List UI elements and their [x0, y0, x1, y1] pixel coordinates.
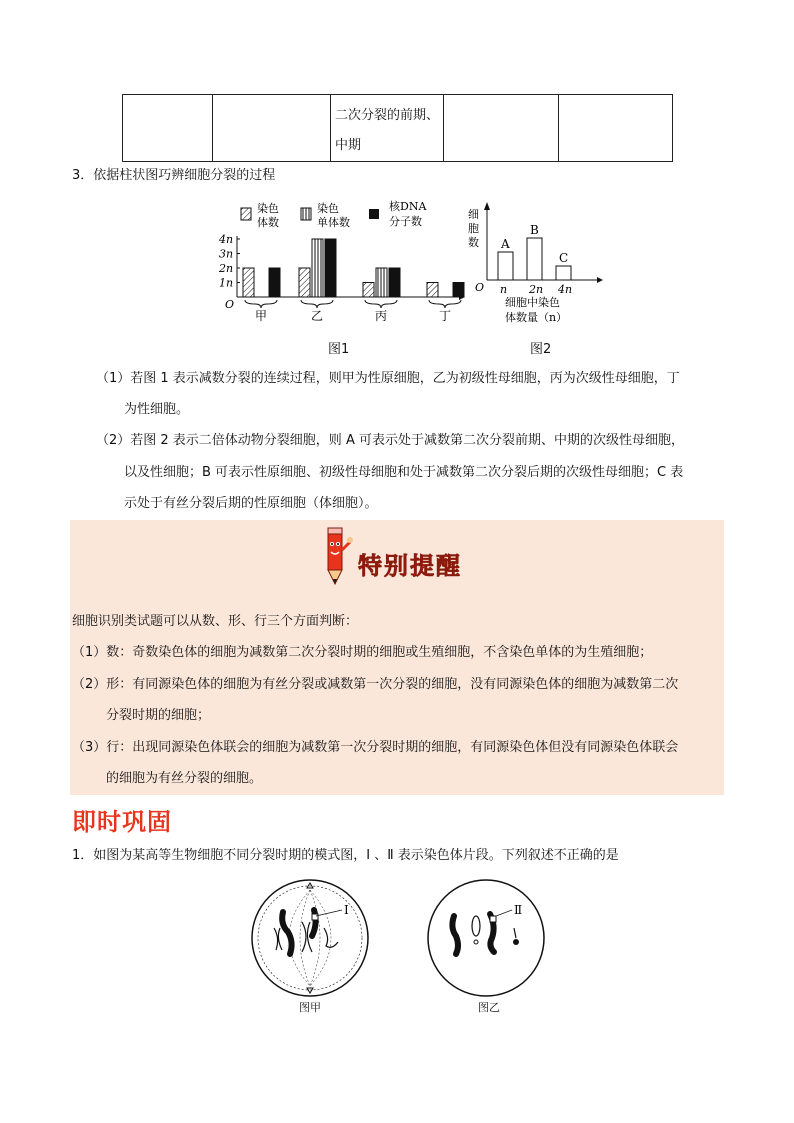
cell-figure-yi — [426, 876, 550, 1000]
fig2-bar-label: C — [559, 251, 569, 265]
centriole-bottom-icon — [307, 988, 313, 993]
fig2-origin: O — [475, 281, 485, 294]
bar-2-2 — [389, 268, 400, 297]
cell-figure-jia — [250, 876, 376, 1000]
origin-label: O — [225, 298, 235, 311]
category-label: 丁 — [439, 309, 452, 323]
bar-2-0 — [363, 283, 374, 298]
chromosome-light — [472, 916, 480, 936]
figure-2-chart — [465, 196, 615, 336]
figure-2-caption: 图2 — [530, 342, 552, 357]
bar-1-1 — [312, 239, 323, 297]
legend-dna-swatch — [369, 209, 379, 219]
fig2-x-tick: 2n — [529, 283, 544, 296]
chromosome-dark — [452, 916, 458, 954]
legend-chromatid-label-1: 染色 — [317, 202, 339, 215]
category-brace — [365, 300, 397, 308]
bar-1-2 — [325, 239, 336, 297]
y-tick-label: 1n — [219, 276, 234, 290]
figure-1-chart — [215, 196, 475, 362]
y-tick-label: 2n — [219, 262, 234, 275]
category-brace — [429, 300, 461, 308]
fig2-ylabel-3: 数 — [468, 236, 479, 249]
fig2-xlabel-1: 细胞中染色 — [505, 296, 560, 309]
para-1-line-2: 为性细胞。 — [124, 402, 190, 417]
chromosome-dark — [282, 912, 291, 954]
figure-jia-caption: 图甲 — [299, 1001, 321, 1014]
centriole-top-icon — [307, 883, 313, 888]
label-ii: Ⅱ — [514, 903, 523, 917]
figure-1-caption: 图1 — [328, 342, 350, 357]
fig2-bar-label: B — [530, 223, 539, 237]
legend-chromatid-swatch — [301, 208, 311, 220]
label-i-pointer — [316, 910, 342, 916]
para-2-line-2: 以及性细胞；B 可表示性原细胞、初级性母细胞和处于减数第二次分裂后期的次级性母细胞；C 表 — [124, 465, 684, 480]
fig2-bar — [498, 252, 513, 280]
para-2-line-3: 示处于有丝分裂后期的性原细胞（体细胞）。 — [124, 496, 378, 511]
pencil-mascot-icon — [318, 526, 354, 586]
section-title: 3．依据柱状图巧辨细胞分裂的过程 — [72, 168, 276, 183]
reminder-item-3-line-1: （3）行：出现同源染色体联会的细胞为减数第一次分裂时期的细胞，有同源染色体但没有同源染色体联会 — [72, 740, 679, 755]
bar-0-0 — [243, 268, 254, 297]
question-1: 1．如图为某高等生物细胞不同分裂时期的模式图，Ⅰ 、Ⅱ 表示染色体片段。下列叙述不正确的是 — [72, 848, 619, 863]
chromosome-dot — [513, 939, 519, 945]
table-cell — [559, 95, 673, 162]
bar-3-0 — [427, 283, 438, 298]
cell-membrane — [428, 880, 544, 996]
reminder-item-2-line-2: 分裂时期的细胞； — [106, 708, 211, 723]
category-brace — [245, 300, 277, 308]
label-ii-pointer — [496, 910, 512, 916]
label-i: Ⅰ — [344, 903, 349, 917]
category-brace — [301, 300, 333, 308]
para-1-line-1: （1）若图 1 表示减数分裂的连续过程，则甲为性原细胞，乙为初级性母细胞，丙为次级性母细胞，丁 — [96, 371, 680, 386]
bar-0-2 — [269, 268, 280, 297]
reminder-heading: 特别提醒 — [358, 552, 462, 580]
chromosome-light — [514, 928, 516, 938]
legend-chromosome-label-1: 染色 — [257, 202, 279, 215]
figure-yi-caption: 图乙 — [478, 1001, 500, 1014]
legend-chromosome-swatch — [241, 208, 251, 220]
practice-heading: 即时巩固 — [72, 808, 172, 836]
y-tick-label: 4n — [219, 233, 234, 246]
table-cell — [213, 95, 331, 162]
legend-chromatid-label-2: 单体数 — [317, 216, 350, 229]
fig2-x-tick: 4n — [558, 283, 573, 296]
fig2-ylabel-2: 胞 — [468, 222, 479, 235]
centromere — [474, 940, 478, 944]
division-table-fragment — [122, 94, 673, 162]
fig2-bar — [527, 238, 542, 280]
reminder-item-3-line-2: 的细胞为有丝分裂的细胞。 — [106, 771, 263, 786]
category-label: 乙 — [311, 309, 324, 323]
category-label: 甲 — [255, 309, 268, 323]
fig2-y-arrow — [484, 202, 490, 210]
fig2-xlabel-2: 体数量（n） — [505, 311, 568, 324]
bar-3-2 — [453, 283, 464, 298]
bar-2-1 — [376, 268, 387, 297]
legend-dna-label-2: 分子数 — [389, 215, 422, 228]
reminder-item-1: （1）数：奇数染色体的细胞为减数第二次分裂时期的细胞或生殖细胞，不含染色单体的为生殖细胞； — [72, 645, 653, 660]
legend-dna-label-1: 核DNA — [389, 200, 427, 213]
reminder-intro: 细胞识别类试题可以从数、形、行三个方面判断： — [72, 614, 359, 629]
fig2-x-arrow — [597, 277, 603, 283]
segment-ii-marker — [490, 916, 496, 922]
category-label: 丙 — [375, 309, 388, 323]
fig2-bar — [556, 266, 571, 280]
bar-1-0 — [299, 268, 310, 297]
reminder-item-2-line-1: （2）形：有同源染色体的细胞为有丝分裂或减数第一次分裂的细胞，没有同源染色体的细胞为减数第二次 — [72, 677, 679, 692]
segment-i-marker — [312, 914, 318, 920]
fig2-ylabel-1: 细 — [468, 208, 479, 221]
legend-chromosome-label-2: 体数 — [257, 216, 279, 229]
table-cell: 二次分裂的前期、中期 — [331, 95, 444, 162]
chromosome-light — [274, 928, 282, 950]
table-cell — [123, 95, 213, 162]
fig2-x-tick: n — [500, 283, 508, 296]
fig2-bar-label: A — [501, 237, 510, 251]
para-2-line-1: （2）若图 2 表示二倍体动物分裂细胞，则 A 可表示处于减数第二次分裂前期、中期的次级性母细胞， — [96, 433, 684, 448]
table-cell — [444, 95, 559, 162]
y-tick-label: 3n — [219, 247, 234, 261]
